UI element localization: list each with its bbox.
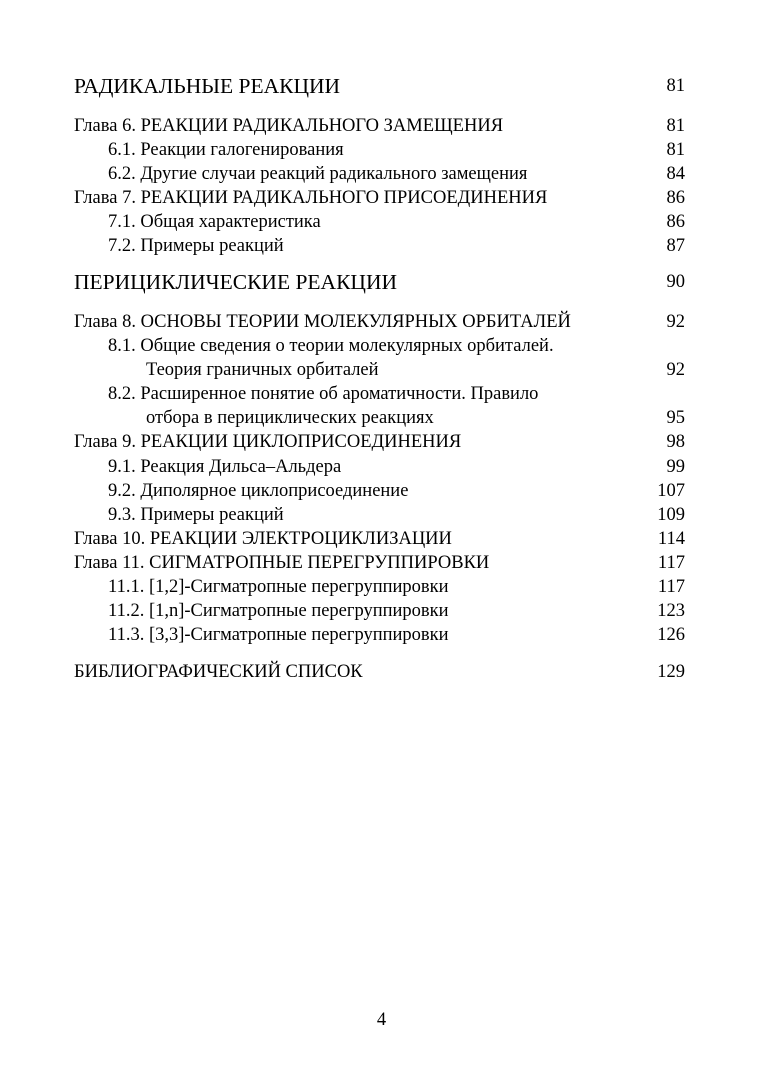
toc-section-9-3 bbox=[74, 503, 685, 527]
toc-bibliography bbox=[74, 660, 685, 684]
toc-section-11-2 bbox=[74, 599, 685, 623]
toc-entry-title: 7.1. Общая характеристика bbox=[108, 212, 321, 232]
toc-chapter-6 bbox=[74, 114, 685, 138]
toc-entry-page: 107 bbox=[657, 481, 685, 501]
toc-entry-page: 95 bbox=[666, 408, 685, 428]
toc-entry-title: 11.3. [3,3]-Сигматропные перегруппировки bbox=[108, 625, 449, 645]
toc-entry-page: 117 bbox=[657, 553, 685, 573]
toc-entry-title: Глава 9. РЕАКЦИИ ЦИКЛОПРИСОЕДИНЕНИЯ bbox=[74, 432, 462, 452]
toc-entry-page: 81 bbox=[666, 116, 685, 136]
toc-entry-page: 114 bbox=[657, 529, 685, 549]
toc-entry-title: 9.3. Примеры реакций bbox=[108, 505, 284, 525]
toc-entry-title: 9.2. Диполярное циклоприсоединение bbox=[108, 481, 409, 501]
toc-chapter-9 bbox=[74, 430, 685, 454]
toc-entry-title: Глава 11. СИГМАТРОПНЫЕ ПЕРЕГРУППИРОВКИ bbox=[74, 553, 490, 573]
toc-entry-title: 11.1. [1,2]-Сигматропные перегруппировки bbox=[108, 577, 449, 597]
toc-entry-page: 129 bbox=[657, 662, 685, 682]
toc-entry-title-line1: 8.1. Общие сведения о теории молекулярных орбиталей. bbox=[108, 336, 554, 356]
toc-section-9-2 bbox=[74, 479, 685, 503]
toc-entry-page: 92 bbox=[666, 360, 685, 380]
toc-entry-title: Глава 10. РЕАКЦИИ ЭЛЕКТРОЦИКЛИЗАЦИИ bbox=[74, 529, 452, 549]
toc-section-9-1 bbox=[74, 455, 685, 479]
toc-chapter-8 bbox=[74, 310, 685, 334]
toc-entry-title: Глава 6. РЕАКЦИИ РАДИКАЛЬНОГО ЗАМЕЩЕНИЯ bbox=[74, 116, 504, 136]
toc-entry-title-line1: 8.2. Расширенное понятие об ароматичности. Правило bbox=[108, 384, 539, 404]
toc-chapter-10 bbox=[74, 527, 685, 551]
toc-entry-page: 81 bbox=[666, 140, 685, 160]
toc-entry-page: 92 bbox=[666, 312, 685, 332]
toc-section-11-3 bbox=[74, 623, 685, 647]
toc-section-11-1 bbox=[74, 575, 685, 599]
toc-entry-page: 98 bbox=[666, 432, 685, 452]
toc-entry-page: 123 bbox=[657, 601, 685, 621]
toc-entry-title-line2: Теория граничных орбиталей bbox=[146, 360, 379, 380]
toc-entry-title: 6.1. Реакции галогенирования bbox=[108, 140, 344, 160]
toc-entry-page: 126 bbox=[657, 625, 685, 645]
page-number: 4 bbox=[376, 1010, 387, 1030]
toc-entry-title: 6.2. Другие случаи реакций радикального замещения bbox=[108, 164, 528, 184]
toc-section-7-1 bbox=[74, 210, 685, 234]
toc-entry-page: 87 bbox=[666, 236, 685, 256]
toc-section-6-2 bbox=[74, 162, 685, 186]
toc-section-8-2-continuation bbox=[74, 406, 685, 430]
toc-entry-page: 84 bbox=[666, 164, 685, 184]
toc-entry-title-line2: отбора в перициклических реакциях bbox=[146, 408, 434, 428]
toc-entry-title: 11.2. [1,n]-Сигматропные перегруппировки bbox=[108, 601, 449, 621]
toc-chapter-11 bbox=[74, 551, 685, 575]
toc-chapter-7 bbox=[74, 186, 685, 210]
toc-entry-title: ПЕРИЦИКЛИЧЕСКИЕ РЕАКЦИИ bbox=[74, 270, 398, 294]
toc-entry-title: Глава 7. РЕАКЦИИ РАДИКАЛЬНОГО ПРИСОЕДИНЕНИЯ bbox=[74, 188, 548, 208]
toc-entry-page: 86 bbox=[666, 188, 685, 208]
toc-entry-page: 81 bbox=[666, 76, 685, 96]
toc-entry-title: Глава 8. ОСНОВЫ ТЕОРИИ МОЛЕКУЛЯРНЫХ ОРБИТАЛЕЙ bbox=[74, 312, 571, 332]
toc-section-7-2 bbox=[74, 234, 685, 258]
toc-entry-page: 86 bbox=[666, 212, 685, 232]
toc-part-radical-reactions bbox=[74, 72, 685, 100]
toc-entry-page: 90 bbox=[666, 272, 685, 292]
toc-entry-title: РАДИКАЛЬНЫЕ РЕАКЦИИ bbox=[74, 74, 341, 98]
toc-section-8-2 bbox=[74, 382, 685, 406]
toc-entry-page: 99 bbox=[666, 457, 685, 477]
toc-entry-title: БИБЛИОГРАФИЧЕСКИЙ СПИСОК bbox=[74, 662, 363, 682]
toc-part-pericyclic-reactions bbox=[74, 268, 685, 296]
toc-entry-page: 109 bbox=[657, 505, 685, 525]
toc-section-8-1 bbox=[74, 334, 685, 358]
toc-entry-page: 117 bbox=[657, 577, 685, 597]
toc-section-6-1 bbox=[74, 138, 685, 162]
toc-entry-title: 7.2. Примеры реакций bbox=[108, 236, 284, 256]
toc-entry-title: 9.1. Реакция Дильса–Альдера bbox=[108, 457, 342, 477]
toc-section-8-1-continuation bbox=[74, 358, 685, 382]
